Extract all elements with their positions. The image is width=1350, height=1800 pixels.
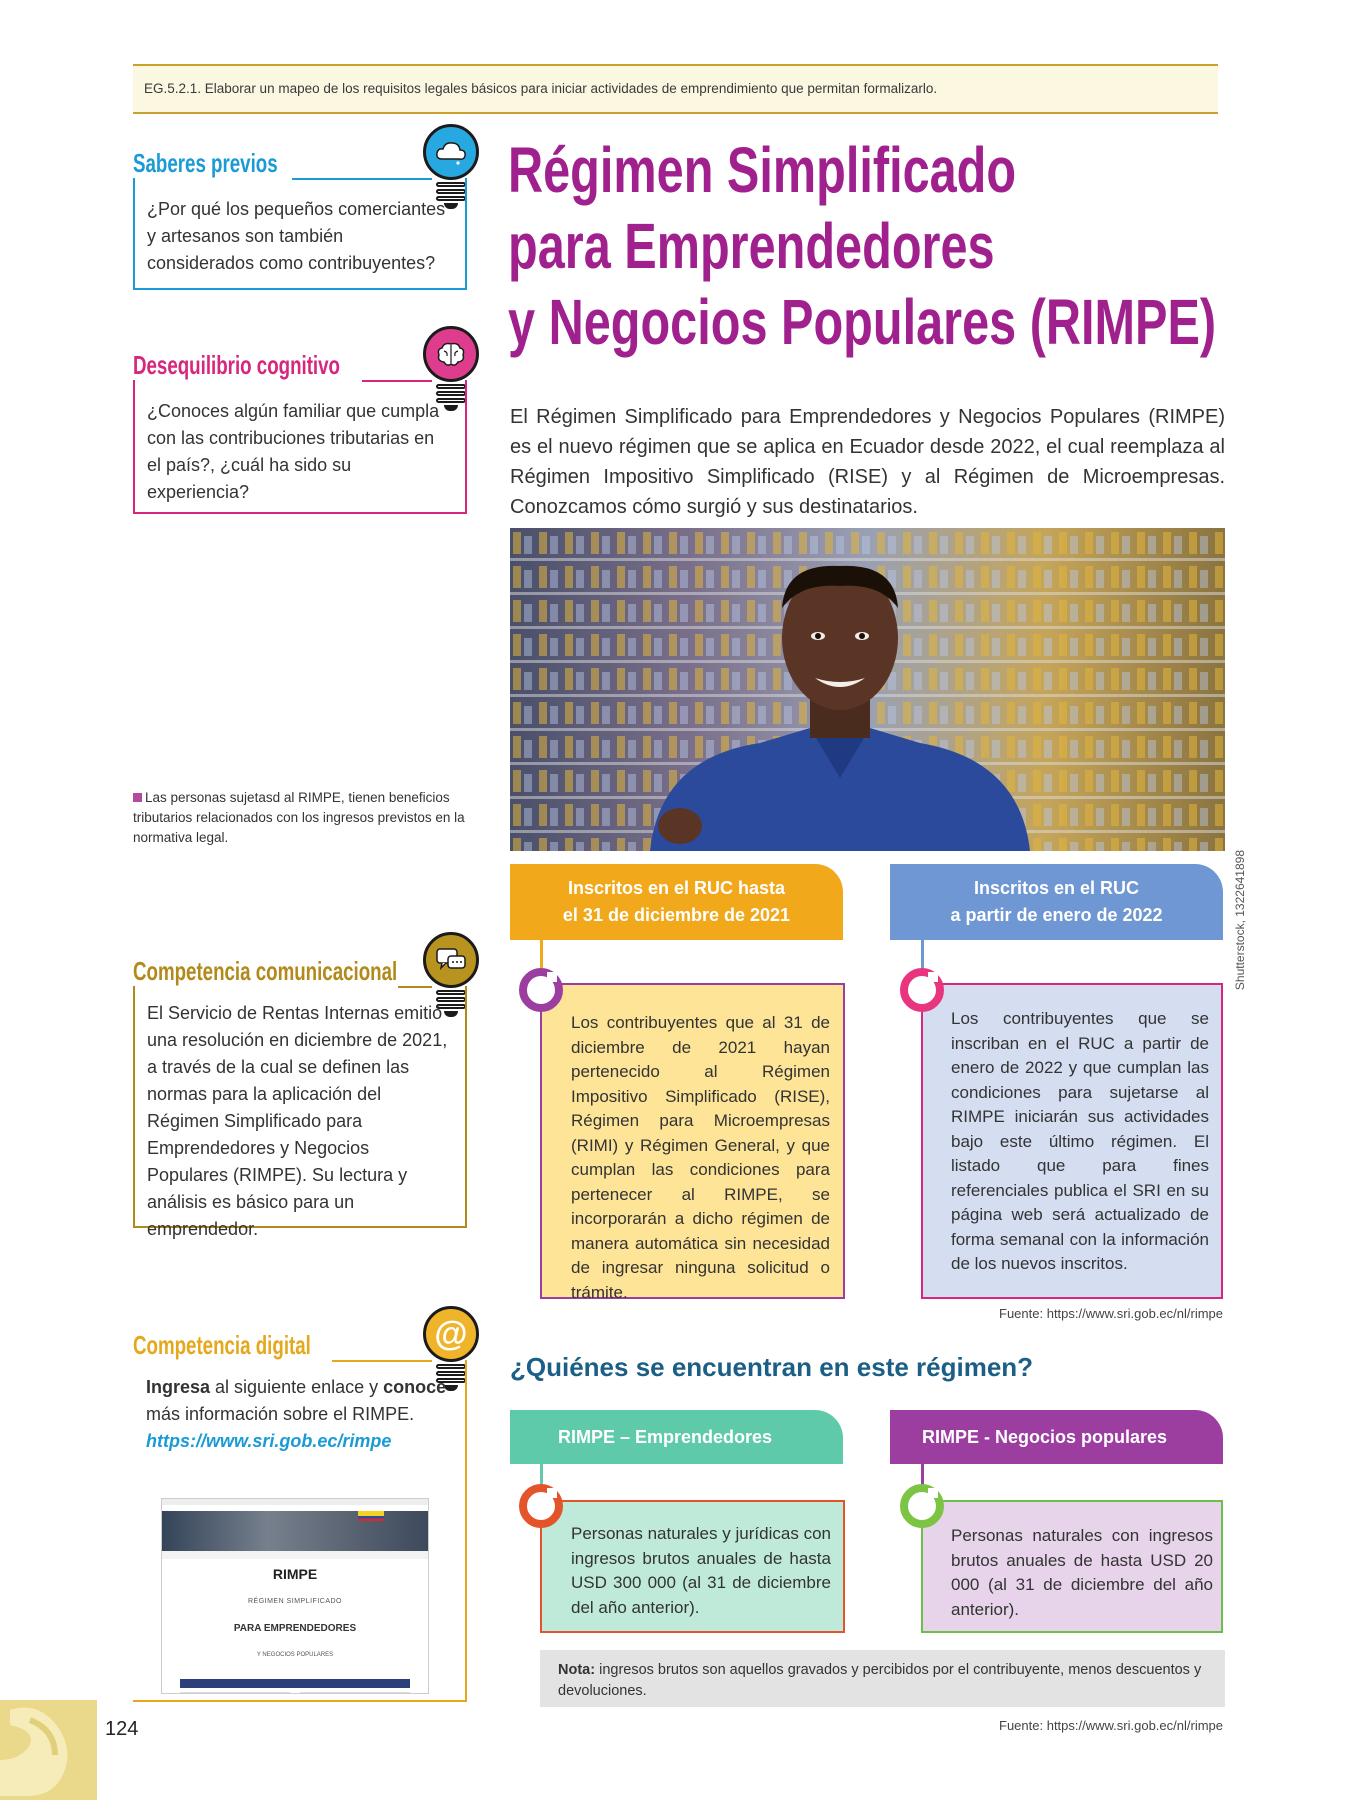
saberes-box (133, 178, 467, 290)
comunicacional-title: Competencia comunicacional (133, 956, 398, 986)
desequilibrio-title: Desequilibrio cognitivo (133, 350, 340, 380)
digital-text: Ingresa al siguiente enlace y conoce más información sobre el RIMPE. (146, 1377, 447, 1424)
nota-label: Nota: (558, 1662, 596, 1678)
card-inscritos-2022 (921, 983, 1223, 1299)
card-negocios-text: Personas naturales con ingresos brutos anuales de hasta USD 20 000 (al 31 de diciembre del año anterior). (951, 1526, 1213, 1619)
desequilibrio-text: ¿Conoces algún familiar que cumpla con las contribuciones tributarias en el país?, ¿cuál ha sido su experiencia? (147, 401, 440, 502)
nota-box (540, 1650, 1225, 1707)
circle-marker-2021-icon (519, 968, 563, 1012)
tab-negocios-label: RIMPE - Negocios populares (922, 1426, 1168, 1447)
title-line-1: Régimen Simplificado (508, 134, 1017, 206)
connector-2022 (921, 940, 924, 970)
rimpe-link[interactable]: https://www.sri.gob.ec/rimpe (146, 1431, 392, 1451)
card-inscritos-2021 (540, 983, 845, 1302)
saberes-text: ¿Por qué los pequeños comerciantes y artesanos son también considerados como contribuyentes? (147, 199, 446, 273)
tab-2022-line1: Inscritos en el RUC (973, 878, 1140, 898)
tab-rimpe-emprendedores (510, 1410, 843, 1464)
fuente-inscritos: Fuente: https://www.sri.gob.ec/nl/rimpe (999, 1306, 1223, 1321)
fuente-quienes: Fuente: https://www.sri.gob.ec/nl/rimpe (999, 1718, 1223, 1733)
saberes-title: Saberes previos (133, 148, 278, 178)
tab-inscritos-2021 (510, 864, 843, 940)
page-title (508, 132, 1217, 360)
circle-marker-2022-icon (900, 968, 944, 1012)
card-negocios (921, 1500, 1223, 1633)
hand-decoration-icon (0, 1700, 97, 1800)
photo-caption: Las personas sujetasd al RIMPE, tienen beneficios tributarios relacionados con los ingresos previstos en la normativa legal. (133, 790, 465, 845)
thumbnail-banner (162, 1511, 428, 1551)
tab-2021-line1: Inscritos en el RUC hasta (567, 878, 786, 898)
circle-marker-negocios-icon (900, 1484, 944, 1528)
tab-emprendedores-label: RIMPE – Emprendedores (558, 1426, 773, 1447)
nota-text: ingresos brutos son aquellos gravados y percibidos por el contribuyente, menos descuentos y devoluciones. (558, 1662, 1202, 1699)
thumbnail-title: RIMPE (272, 1566, 318, 1582)
objective-bar: EG.5.2.1. Elaborar un mapeo de los requisitos legales básicos para iniciar actividades de emprendimiento que permitan formalizarlo. (133, 64, 1218, 114)
shopkeeper-photo (510, 528, 1225, 851)
thumbnail-bar (180, 1679, 410, 1688)
thumbnail-sub3: Y NEGOCIOS POPULARES (256, 1652, 334, 1658)
page-number: 124 (105, 1718, 139, 1740)
tab-inscritos-2022 (890, 864, 1223, 940)
photo-credit: Shutterstock, 1322641898 (1233, 850, 1247, 991)
digital-title: Competencia digital (133, 1330, 311, 1360)
card-2022-text: Los contribuyentes que se inscriban en el RUC a partir de enero de 2022 y que cumplan las condiciones para sujetarse al RIMPE iniciarán sus actividades bajo este último régimen. El listado que para fines referenciales publica el SRI en su página web será actualizado de forma semanal con la información de los nuevos inscritos. (951, 1009, 1209, 1273)
desequilibrio-box (133, 380, 467, 514)
comunicacional-text: El Servicio de Rentas Internas emitió una resolución en diciembre de 2021, a través de la cual se definen las normas para la aplicación del Régimen Simplificado para Emprendedores y Negocios Populares (RIMPE). Su lectura y análisis es básico para un emprendedor. (147, 1003, 448, 1239)
digital-box (133, 1360, 467, 1702)
title-line-3: y Negocios Populares (RIMPE) (508, 286, 1217, 358)
thumbnail-sub2: PARA EMPRENDEDORES (233, 1623, 357, 1634)
connector-2021 (540, 940, 543, 970)
title-line-2: para Emprendedores (508, 210, 995, 282)
website-thumbnail[interactable] (161, 1498, 429, 1694)
tab-rimpe-negocios (890, 1410, 1223, 1464)
card-2021-text: Los contribuyentes que al 31 de diciembre de 2021 hayan pertenecido al Régimen Impositivo Simplificado (RISE), Régimen para Microempresas (RIMI) y Régimen General, y que cumplan las condiciones para pertenecer al RIMPE, se incorporarán a dicho régimen de manera automática sin necesidad de ingresar ninguna solicitud o trámite. (571, 1013, 830, 1302)
lightbulb-at-icon: @ (423, 1306, 479, 1391)
intro-paragraph: El Régimen Simplificado para Emprendedores y Negocios Populares (RIMPE) es el nuevo régimen que se aplica en Ecuador desde 2022, el cual reemplaza al Régimen Impositivo Simplificado (RISE) y al Régimen de Microempresas. Conozcamos cómo surgió y sus destinatarios. (510, 406, 1225, 518)
thumbnail-sub1: RÉGIMEN SIMPLIFICADO (247, 1598, 342, 1605)
tab-2022-line2: a partir de enero de 2022 (950, 905, 1163, 925)
card-emprendedores-text: Personas naturales y jurídicas con ingresos brutos anuales de hasta USD 300 000 (al 31 de diciembre del año anterior). (571, 1524, 831, 1617)
circle-marker-emprendedores-icon (519, 1484, 563, 1528)
quienes-heading: ¿Quiénes se encuentran en este régimen? (510, 1352, 1034, 1382)
corner-decoration (0, 1700, 97, 1800)
comunicacional-box (133, 986, 467, 1239)
tab-2021-line2: el 31 de diciembre de 2021 (562, 905, 791, 925)
card-emprendedores (540, 1500, 845, 1633)
caption-square-icon (133, 793, 142, 802)
